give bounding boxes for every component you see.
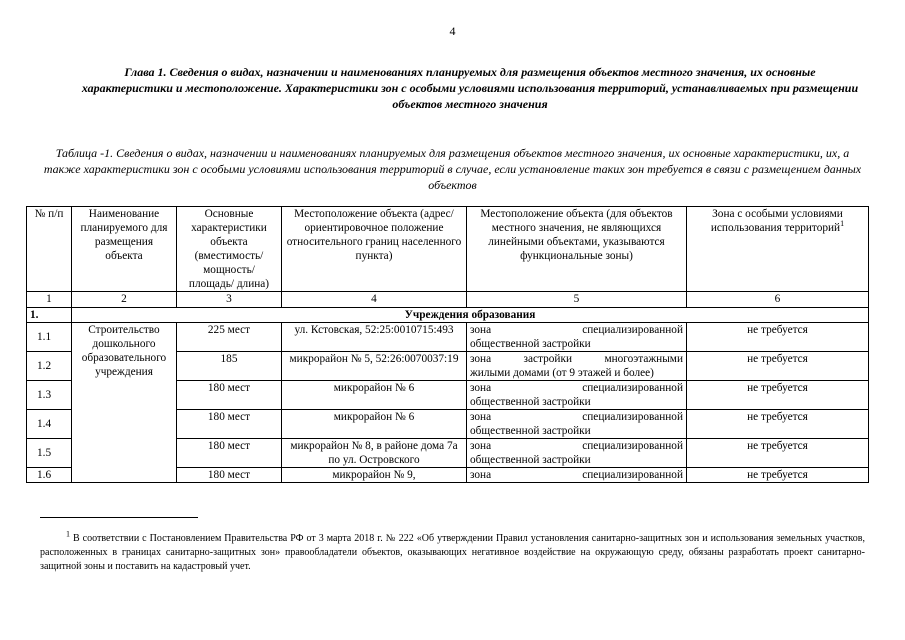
location-cell: микрорайон № 5, 52:26:0070037:19 <box>282 352 467 381</box>
zone-cell <box>467 410 687 439</box>
header-cell: Местоположение объекта (для объектов местного значения, не являющихся линейными объектами, указываются функциональные зоны) <box>467 207 687 292</box>
zone-cell <box>467 468 687 483</box>
special-zone-cell: не требуется <box>687 381 869 410</box>
row-number: 1.5 <box>27 439 72 468</box>
zone-cell <box>467 439 687 468</box>
footnote-separator <box>40 517 198 518</box>
footnote-mark: 1 <box>66 529 70 539</box>
capacity-cell: 180 мест <box>177 468 282 483</box>
column-number: 2 <box>72 292 177 308</box>
header-cell: Наименование планируемого для размещения объекта <box>72 207 177 292</box>
zone-text: зона специализированной <box>470 411 683 423</box>
column-number: 1 <box>27 292 72 308</box>
header-cell: Местоположение объекта (адрес/ориентировочное положение относительного границ населенного пункта) <box>282 207 467 292</box>
object-name: Строительство дошкольного образовательного учреждения <box>72 323 177 483</box>
footnote-reference[interactable]: 1 <box>840 219 845 229</box>
section-row <box>27 308 869 323</box>
zone-text: зона специализированной <box>470 469 683 481</box>
capacity-cell: 180 мест <box>177 439 282 468</box>
footnote <box>40 529 865 574</box>
row-number: 1.1 <box>27 323 72 352</box>
header-cell: № п/п <box>27 207 72 292</box>
column-numbers-row <box>27 292 869 308</box>
section-number: 1. <box>27 308 72 323</box>
zone-text: зона застройки многоэтажными <box>470 353 683 365</box>
location-cell: микрорайон № 8, в районе дома 7а по ул. Островского <box>282 439 467 468</box>
row-number: 1.2 <box>27 352 72 381</box>
capacity-cell: 185 <box>177 352 282 381</box>
zone-text: зона специализированной <box>470 382 683 394</box>
zone-text: зона специализированной <box>470 440 683 452</box>
zone-text-cont: общественной застройки <box>470 454 591 466</box>
special-zone-cell: не требуется <box>687 323 869 352</box>
zone-text: зона специализированной <box>470 324 683 336</box>
header-cell-text: Зона с особыми условиями использования территорий <box>710 208 843 234</box>
column-number: 5 <box>467 292 687 308</box>
capacity-cell: 180 мест <box>177 410 282 439</box>
row-number: 1.3 <box>27 381 72 410</box>
zone-text-cont: общественной застройки <box>470 338 591 350</box>
capacity-cell: 180 мест <box>177 381 282 410</box>
table-row <box>27 323 869 352</box>
location-cell: ул. Кстовская, 52:25:0010715:493 <box>282 323 467 352</box>
location-cell: микрорайон № 6 <box>282 381 467 410</box>
special-zone-cell: не требуется <box>687 468 869 483</box>
header-cell <box>687 207 869 292</box>
footnote-text: В соответствии с Постановлением Правительства РФ от 3 марта 2018 г. № 222 «Об утверждении Правил установления санитарно-защитных зон и использования земельных участков, расположенных в границах санитарно-защитных зон» правообладатели объектов, оказывающих негативное воздействие на окружающую среду, обязаны разработать проект санитарно-защитной зоны и поставить на кадастровый учет. <box>40 533 865 572</box>
column-number: 6 <box>687 292 869 308</box>
special-zone-cell: не требуется <box>687 352 869 381</box>
location-cell: микрорайон № 6 <box>282 410 467 439</box>
column-number: 4 <box>282 292 467 308</box>
special-zone-cell: не требуется <box>687 439 869 468</box>
location-cell: микрорайон № 9, <box>282 468 467 483</box>
column-number: 3 <box>177 292 282 308</box>
row-number: 1.6 <box>27 468 72 483</box>
zone-cell <box>467 352 687 381</box>
zone-cell <box>467 381 687 410</box>
objects-table <box>26 206 869 483</box>
zone-text-cont: общественной застройки <box>470 396 591 408</box>
section-title: Учреждения образования <box>72 308 869 323</box>
page-number: 4 <box>449 24 456 38</box>
table-caption: Таблица -1. Сведения о видах, назначении и наименованиях планируемых для размещения объектов местного значения, их основные характеристики, их, а также характеристики зон с особыми условиями использования территорий в случае, если установление таких зон требуется в связи с размещением данных объектов <box>43 146 862 192</box>
zone-text-cont: общественной застройки <box>470 425 591 437</box>
zone-cell <box>467 323 687 352</box>
chapter-title: Глава 1. Сведения о видах, назначении и наименованиях планируемых для размещения объектов местного значения, их основные характеристики и местоположение. Характеристики зон с особыми условиями использования территорий, устанавливаемых при размещении объектов местного значения <box>81 65 859 111</box>
header-cell: Основные характеристики объекта (вместимость/ мощность/ площадь/ длина) <box>177 207 282 292</box>
zone-text-cont: жилыми домами (от 9 этажей и более) <box>470 367 654 379</box>
special-zone-cell: не требуется <box>687 410 869 439</box>
capacity-cell: 225 мест <box>177 323 282 352</box>
row-number: 1.4 <box>27 410 72 439</box>
table-header-row <box>27 207 869 292</box>
